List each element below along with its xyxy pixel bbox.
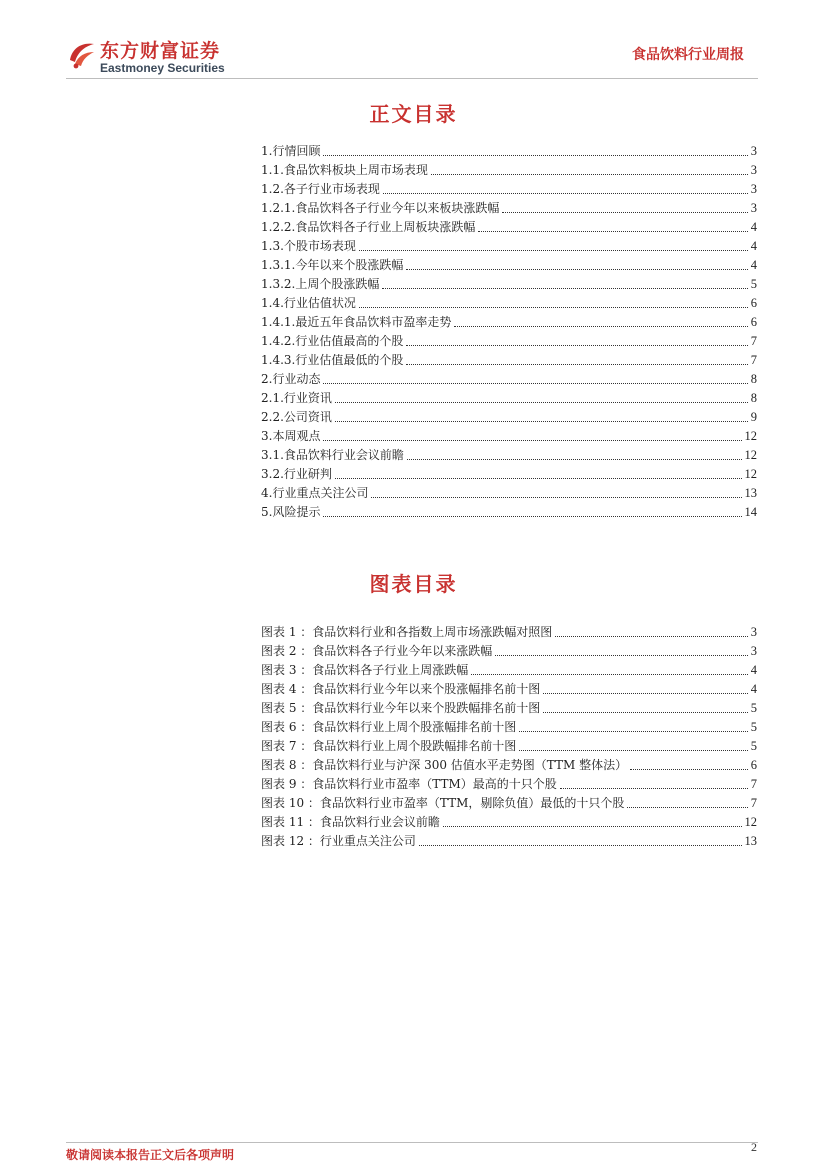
toc-figure-entry-text: 图表 5 ：食品饮料行业今年以来个股跌幅排名前十图: [261, 701, 541, 715]
report-title: 食品饮料行业周报: [632, 47, 744, 63]
dot-leader: [335, 402, 748, 403]
dot-leader: [519, 750, 747, 751]
toc-figure-entry-text: 图表 6 ：食品饮料行业上周个股涨幅排名前十图: [261, 720, 517, 734]
toc-main-entry-page: 6: [750, 315, 757, 329]
toc-main-entry-page: 14: [744, 505, 757, 519]
toc-figure-entry-text: 图表 11 ：食品饮料行业会议前瞻: [261, 815, 440, 829]
toc-main-entry-text: 1.4.行业估值状况: [261, 296, 356, 310]
toc-main-entry[interactable]: [261, 161, 757, 180]
toc-main-entry-page: 6: [750, 296, 757, 310]
toc-figure-entry-text: 图表 9 ：食品饮料行业市盈率（TTM）最高的十只个股: [261, 777, 557, 791]
toc-main-entry[interactable]: [261, 351, 757, 370]
dot-leader: [555, 636, 747, 637]
dot-leader: [323, 440, 741, 441]
toc-main-entry[interactable]: [261, 484, 757, 503]
toc-figure-entry[interactable]: [261, 756, 757, 775]
dot-leader: [454, 326, 747, 327]
toc-figure-entry-page: 5: [750, 720, 757, 734]
dot-leader: [335, 478, 742, 479]
toc-main-entry-text: 1.2.1.食品饮料各子行业今年以来板块涨跌幅: [261, 201, 500, 215]
dot-leader: [406, 269, 747, 270]
toc-main-entry-text: 1.3.2.上周个股涨跌幅: [261, 277, 380, 291]
dot-leader: [543, 712, 747, 713]
toc-main-entry[interactable]: [261, 446, 757, 465]
toc-figure-entry-page: 5: [750, 739, 757, 753]
dot-leader: [630, 769, 748, 770]
toc-figure-entry-page: 12: [744, 815, 757, 829]
toc-main-entry-text: 1.行情回顾: [261, 144, 321, 158]
toc-main-entry[interactable]: [261, 465, 757, 484]
toc-main-entry[interactable]: [261, 142, 757, 161]
toc-main-entry[interactable]: [261, 218, 757, 237]
toc-figure-entry-page: 7: [750, 796, 757, 810]
brand-name-cn: 东方财富证券: [100, 40, 221, 62]
toc-main-entry-page: 7: [750, 334, 757, 348]
toc-main-entry-text: 1.2.各子行业市场表现: [261, 182, 380, 196]
toc-main-entry[interactable]: [261, 313, 757, 332]
toc-figure-entry-page: 7: [750, 777, 757, 791]
toc-figure-entry[interactable]: [261, 832, 757, 851]
dot-leader: [359, 307, 748, 308]
toc-main-entry-page: 3: [750, 182, 757, 196]
toc-figure-entry-text: 图表 3 ：食品饮料各子行业上周涨跌幅: [261, 663, 469, 677]
toc-main-entry-text: 1.4.2.行业估值最高的个股: [261, 334, 404, 348]
toc-main-entry-text: 2.行业动态: [261, 372, 321, 386]
toc-main-entry-text: 1.2.2.食品饮料各子行业上周板块涨跌幅: [261, 220, 476, 234]
footer-disclaimer: 敬请阅读本报告正文后各项声明: [66, 1148, 235, 1162]
toc-figure-entry[interactable]: [261, 680, 757, 699]
toc-figure-entry[interactable]: [261, 775, 757, 794]
dot-leader: [335, 421, 748, 422]
dot-leader: [407, 459, 742, 460]
dot-leader: [443, 826, 742, 827]
toc-main-entry-page: 8: [750, 372, 757, 386]
page-header: [0, 0, 827, 90]
toc-figure-entry-text: 图表 12 ：行业重点关注公司: [261, 834, 416, 848]
toc-figure-entry[interactable]: [261, 661, 757, 680]
toc-main-entry-page: 9: [750, 410, 757, 424]
toc-main-entry[interactable]: [261, 199, 757, 218]
toc-main-entry[interactable]: [261, 408, 757, 427]
dot-leader: [323, 155, 747, 156]
toc-main-entry-text: 1.3.1.今年以来个股涨跌幅: [261, 258, 404, 272]
toc-main-entry-page: 12: [744, 467, 757, 481]
toc-figures-list: [261, 623, 757, 851]
toc-figure-entry-page: 3: [750, 625, 757, 639]
toc-main-entry-page: 4: [750, 258, 757, 272]
toc-figure-entry-text: 图表 7 ：食品饮料行业上周个股跌幅排名前十图: [261, 739, 517, 753]
toc-main-entry-text: 2.1.行业资讯: [261, 391, 332, 405]
toc-main-entry-text: 3.1.食品饮料行业会议前瞻: [261, 448, 404, 462]
dot-leader: [495, 655, 747, 656]
toc-figure-entry[interactable]: [261, 718, 757, 737]
toc-figure-entry-text: 图表 1 ：食品饮料行业和各指数上周市场涨跌幅对照图: [261, 625, 553, 639]
toc-main-entry-page: 3: [750, 201, 757, 215]
toc-main-entry-page: 3: [750, 163, 757, 177]
toc-figure-entry-text: 图表 8 ：食品饮料行业与沪深 300 估值水平走势图（TTM 整体法）: [261, 758, 628, 772]
toc-figures-title: 图表目录: [369, 572, 458, 596]
toc-main-entry[interactable]: [261, 389, 757, 408]
toc-figure-entry-text: 图表 10 ：食品饮料行业市盈率（TTM，剔除负值）最低的十只个股: [261, 796, 625, 810]
toc-main-entry-text: 3.本周观点: [261, 429, 321, 443]
toc-figure-entry[interactable]: [261, 737, 757, 756]
dot-leader: [627, 807, 747, 808]
toc-main-entry-text: 5.风险提示: [261, 505, 321, 519]
toc-main-entry-page: 8: [750, 391, 757, 405]
dot-leader: [478, 231, 747, 232]
dot-leader: [471, 674, 747, 675]
toc-figure-entry-text: 图表 4 ：食品饮料行业今年以来个股涨幅排名前十图: [261, 682, 541, 696]
toc-main-entry-page: 7: [750, 353, 757, 367]
toc-figure-entry[interactable]: [261, 642, 757, 661]
toc-main-entry[interactable]: [261, 275, 757, 294]
toc-figure-entry-text: 图表 2 ：食品饮料各子行业今年以来涨跌幅: [261, 644, 493, 658]
dot-leader: [419, 845, 742, 846]
brand-logo: [66, 36, 246, 78]
toc-main-entry-text: 1.4.3.行业估值最低的个股: [261, 353, 404, 367]
dot-leader: [431, 174, 748, 175]
dot-leader: [543, 693, 747, 694]
page-number: 2: [751, 1140, 757, 1154]
dot-leader: [371, 497, 741, 498]
toc-main-entry-text: 4.行业重点关注公司: [261, 486, 369, 500]
toc-main-entry[interactable]: [261, 332, 757, 351]
dot-leader: [323, 383, 747, 384]
dot-leader: [359, 250, 748, 251]
toc-figure-entry-page: 6: [750, 758, 757, 772]
toc-figure-entry-page: 13: [744, 834, 757, 848]
dot-leader: [519, 731, 747, 732]
header-divider: [66, 78, 758, 79]
toc-figure-entry[interactable]: [261, 623, 757, 642]
toc-main-entry-page: 12: [744, 448, 757, 462]
toc-main-entry-page: 5: [750, 277, 757, 291]
toc-main-entry[interactable]: [261, 256, 757, 275]
toc-figure-entry-page: 3: [750, 644, 757, 658]
toc-main-entry[interactable]: [261, 503, 757, 522]
toc-figure-entry-page: 4: [750, 682, 757, 696]
toc-main-entry-text: 1.3.个股市场表现: [261, 239, 356, 253]
brand-name-en: Eastmoney Securities: [100, 61, 225, 75]
toc-main-entry[interactable]: [261, 427, 757, 446]
dot-leader: [323, 516, 741, 517]
toc-main-entry[interactable]: [261, 180, 757, 199]
toc-main-entry-page: 4: [750, 239, 757, 253]
toc-figure-entry-page: 4: [750, 663, 757, 677]
toc-main-entry-text: 1.1.食品饮料板块上周市场表现: [261, 163, 428, 177]
toc-main-entry[interactable]: [261, 294, 757, 313]
toc-main-entry-text: 3.2.行业研判: [261, 467, 332, 481]
toc-main-title: 正文目录: [369, 102, 458, 126]
toc-main-entry-page: 13: [744, 486, 757, 500]
footer-divider: [66, 1142, 758, 1143]
toc-main-entry-page: 4: [750, 220, 757, 234]
toc-main-entry-text: 1.4.1.最近五年食品饮料市盈率走势: [261, 315, 452, 329]
dot-leader: [406, 345, 747, 346]
toc-main-entry-page: 3: [750, 144, 757, 158]
toc-main-entry-page: 12: [744, 429, 757, 443]
dot-leader: [560, 788, 748, 789]
eastmoney-logo-icon: [66, 38, 98, 70]
toc-figure-entry-page: 5: [750, 701, 757, 715]
toc-figure-entry[interactable]: [261, 699, 757, 718]
dot-leader: [383, 193, 748, 194]
toc-main-entry[interactable]: [261, 370, 757, 389]
toc-main-list: [261, 142, 757, 522]
toc-main-entry-text: 2.2.公司资讯: [261, 410, 332, 424]
dot-leader: [406, 364, 747, 365]
toc-figure-entry[interactable]: [261, 813, 757, 832]
toc-main-entry[interactable]: [261, 237, 757, 256]
dot-leader: [382, 288, 747, 289]
dot-leader: [502, 212, 747, 213]
toc-figure-entry[interactable]: [261, 794, 757, 813]
